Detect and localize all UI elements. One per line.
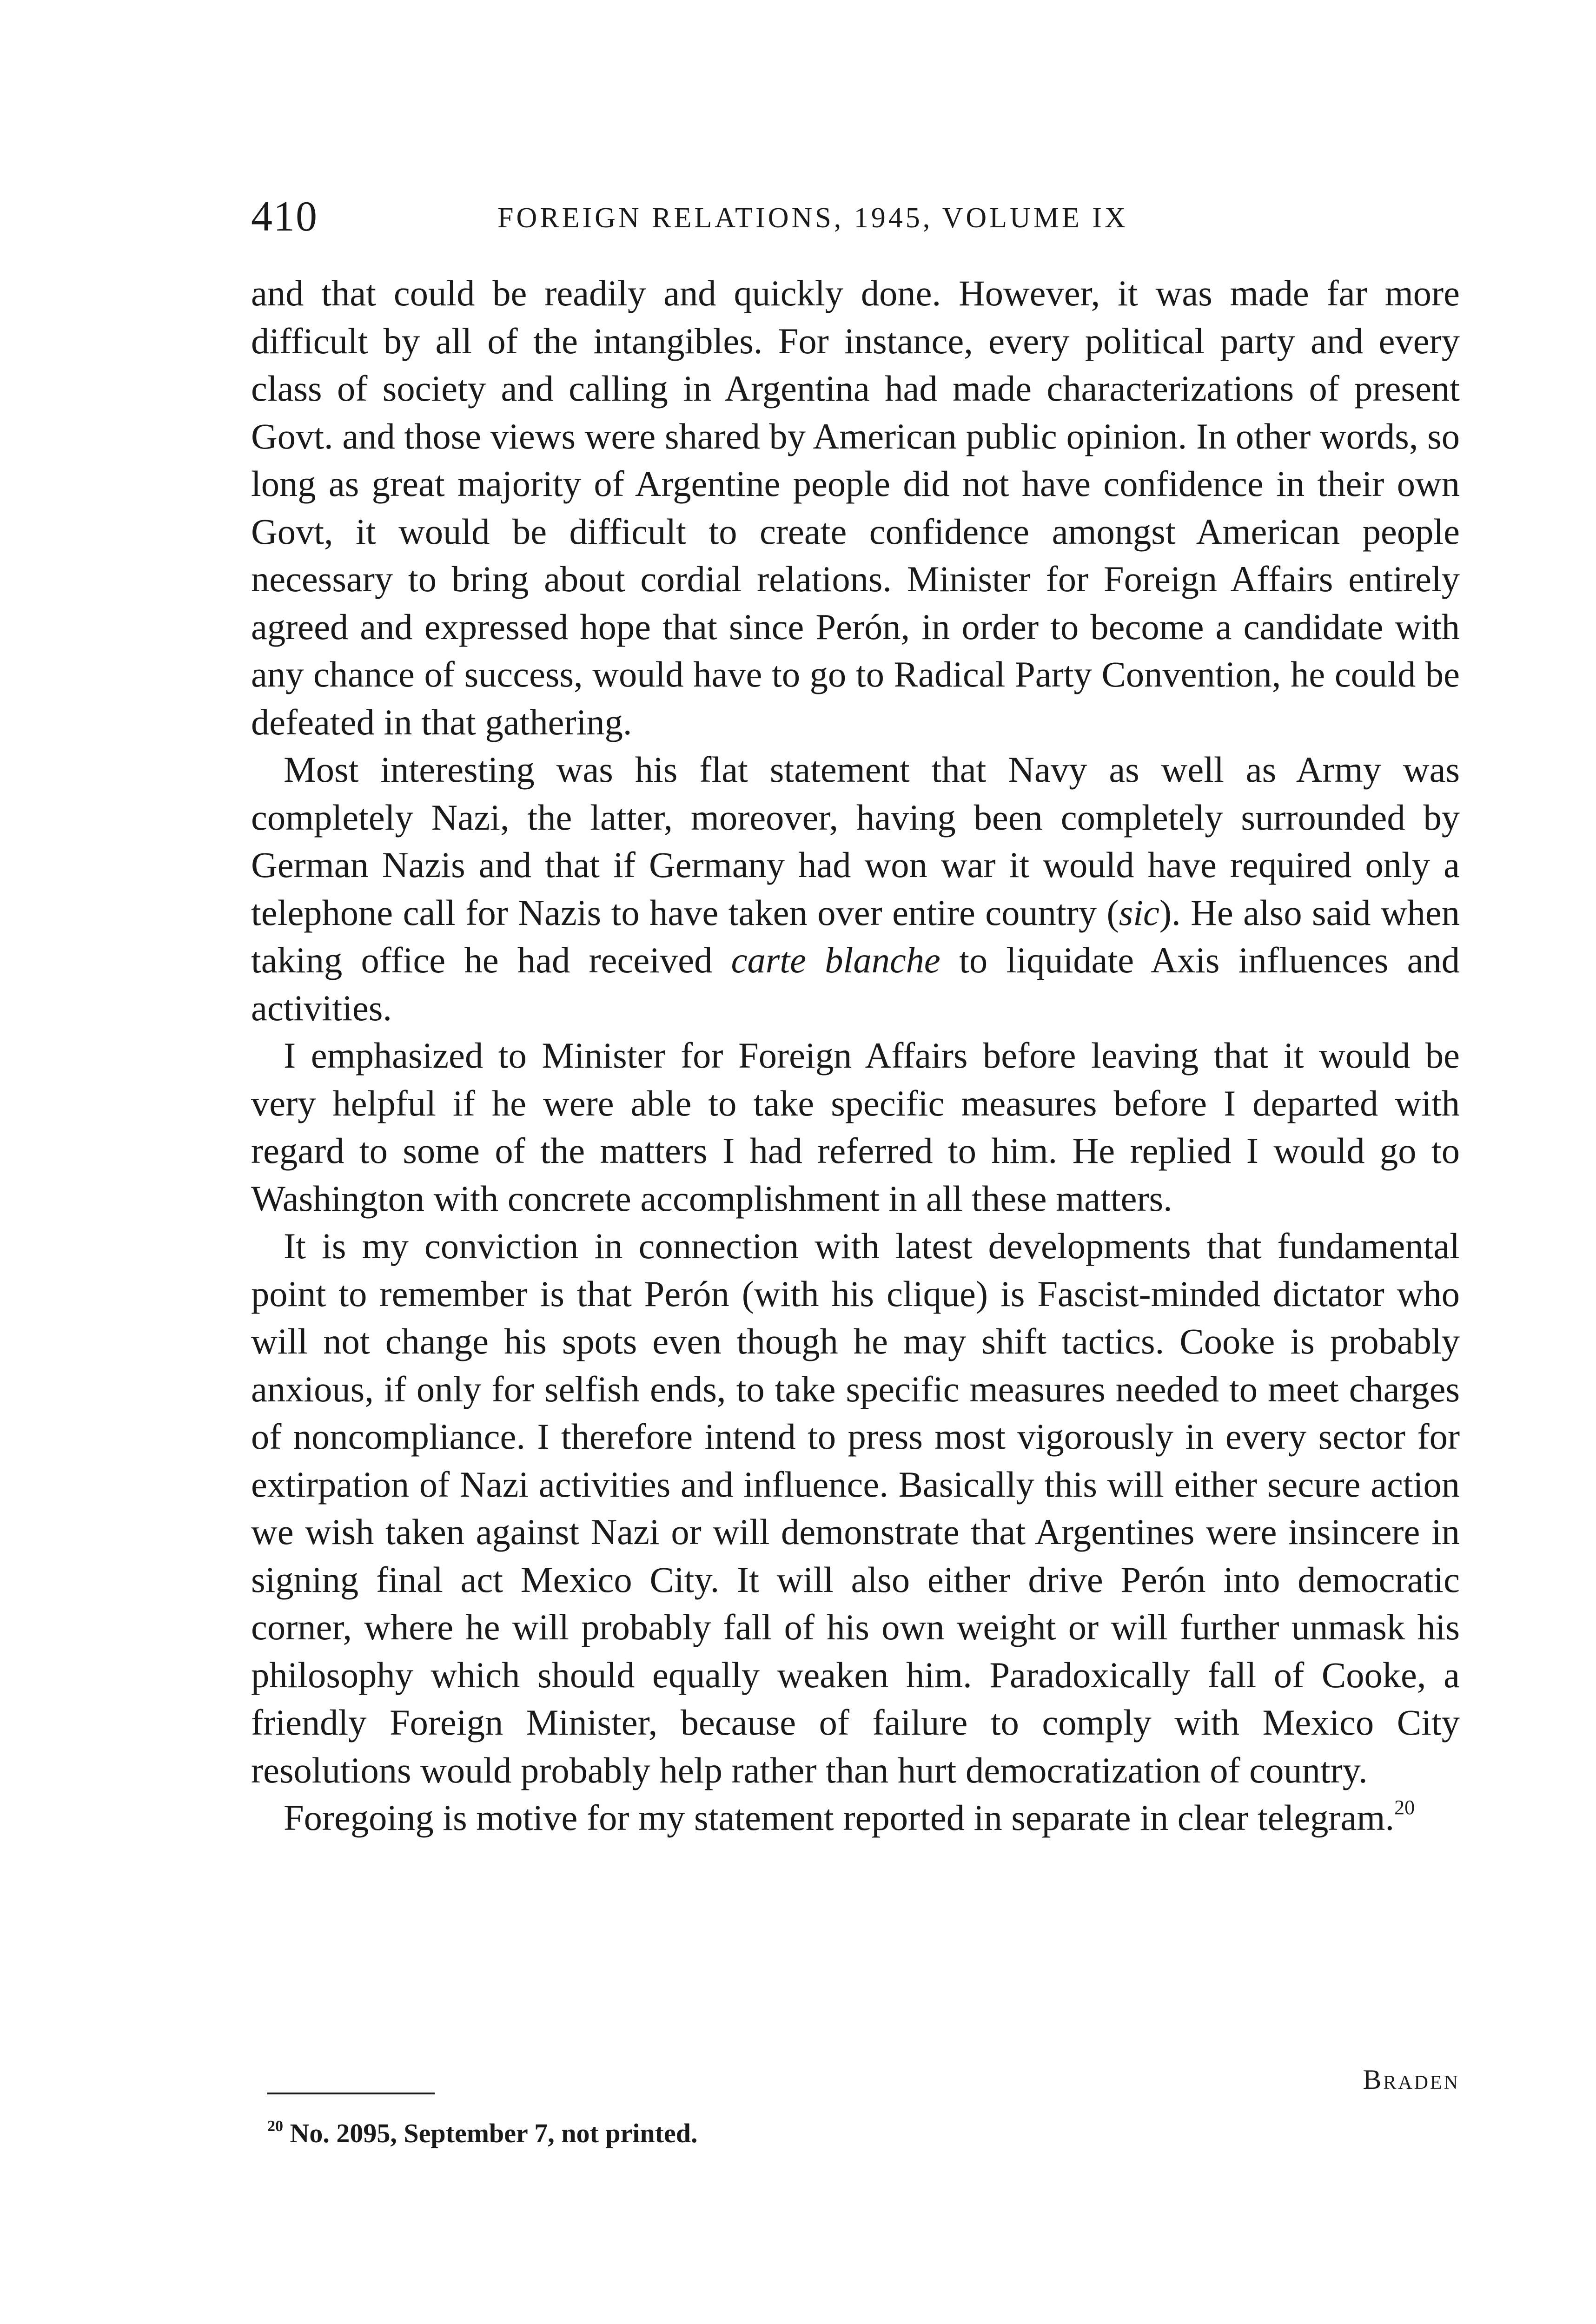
footnote bbox=[267, 2115, 697, 2152]
footnote-divider bbox=[267, 2093, 435, 2094]
paragraph-text: to liquidate Axis influences and activities. bbox=[251, 940, 1460, 1028]
footnote-reference: 20 bbox=[1394, 1796, 1415, 1819]
body-paragraph bbox=[251, 1032, 1460, 1222]
paragraph-text: I emphasized to Minister for Foreign Affairs before leaving that it would be very helpful if he were able to take specific measures before I departed with regard to some of the matters I had referred to him. He replied I would go to Washington with concrete accomplishment in all these matters. bbox=[251, 1035, 1460, 1219]
page-header bbox=[251, 188, 1460, 244]
body-paragraph bbox=[251, 270, 1460, 746]
paragraph-text: It is my conviction in connection with latest developments that fundamental point to remember is that Perón (with his clique) is Fascist-minded dictator who will not change his spots even though he may shift tactics. Cooke is probably anxious, if only for selfish ends, to take specific measures needed to meet charges of noncompliance. I therefore intend to press most vigorously in every sector for extirpation of Nazi activities and influence. Basically this will either secure action we wish taken against Nazi or will demonstrate that Argentines were insincere in signing final act Mexico City. It will also either drive Perón into democratic corner, where he will probably fall of his own weight or will further unmask his philosophy which should equally weaken him. Paradoxically fall of Cooke, a friendly Foreign Minister, because of failure to comply with Mexico City resolutions would probably help rather than hurt democratization of country. bbox=[251, 1226, 1460, 1790]
italic-text: carte blanche bbox=[731, 940, 940, 980]
footnote-mark: 20 bbox=[267, 2118, 283, 2135]
italic-text: sic bbox=[1119, 892, 1159, 933]
running-head: FOREIGN RELATIONS, 1945, VOLUME IX bbox=[497, 202, 1128, 234]
page-number: 410 bbox=[251, 192, 318, 240]
paragraph-text: Foregoing is motive for my statement reported in separate in clear telegram. bbox=[284, 1797, 1395, 1838]
body-text bbox=[251, 270, 1460, 1842]
paragraph-text: ). He also said when taking office he had received bbox=[251, 892, 1460, 980]
paragraph-text: Most interesting was his flat statement that Navy as well as Army was completely Nazi, the latter, moreover, having been completely surrounded by German Nazis and that if Germany had won war it would have required only a telephone call for Nazis to have taken over entire country ( bbox=[251, 749, 1460, 933]
body-paragraph bbox=[251, 746, 1460, 1032]
body-paragraph bbox=[251, 1222, 1460, 1794]
body-paragraph bbox=[251, 1794, 1460, 1842]
paragraph-text: and that could be readily and quickly done. However, it was made far more difficult by all of the intangibles. For instance, every political party and every class of society and calling in Argentina had made characterizations of present Govt. and those views were shared by American public opinion. In other words, so long as great majority of Argentine people did not have confidence in their own Govt, it would be difficult to create confidence amongst American people necessary to bring about cordial relations. Minister for Foreign Affairs entirely agreed and expressed hope that since Perón, in order to become a candidate with any chance of success, would have to go to Radical Party Convention, he could be defeated in that gathering. bbox=[251, 273, 1460, 742]
signature: Braden bbox=[1363, 2064, 1460, 2095]
footnote-text: No. 2095, September 7, not printed. bbox=[290, 2118, 698, 2148]
